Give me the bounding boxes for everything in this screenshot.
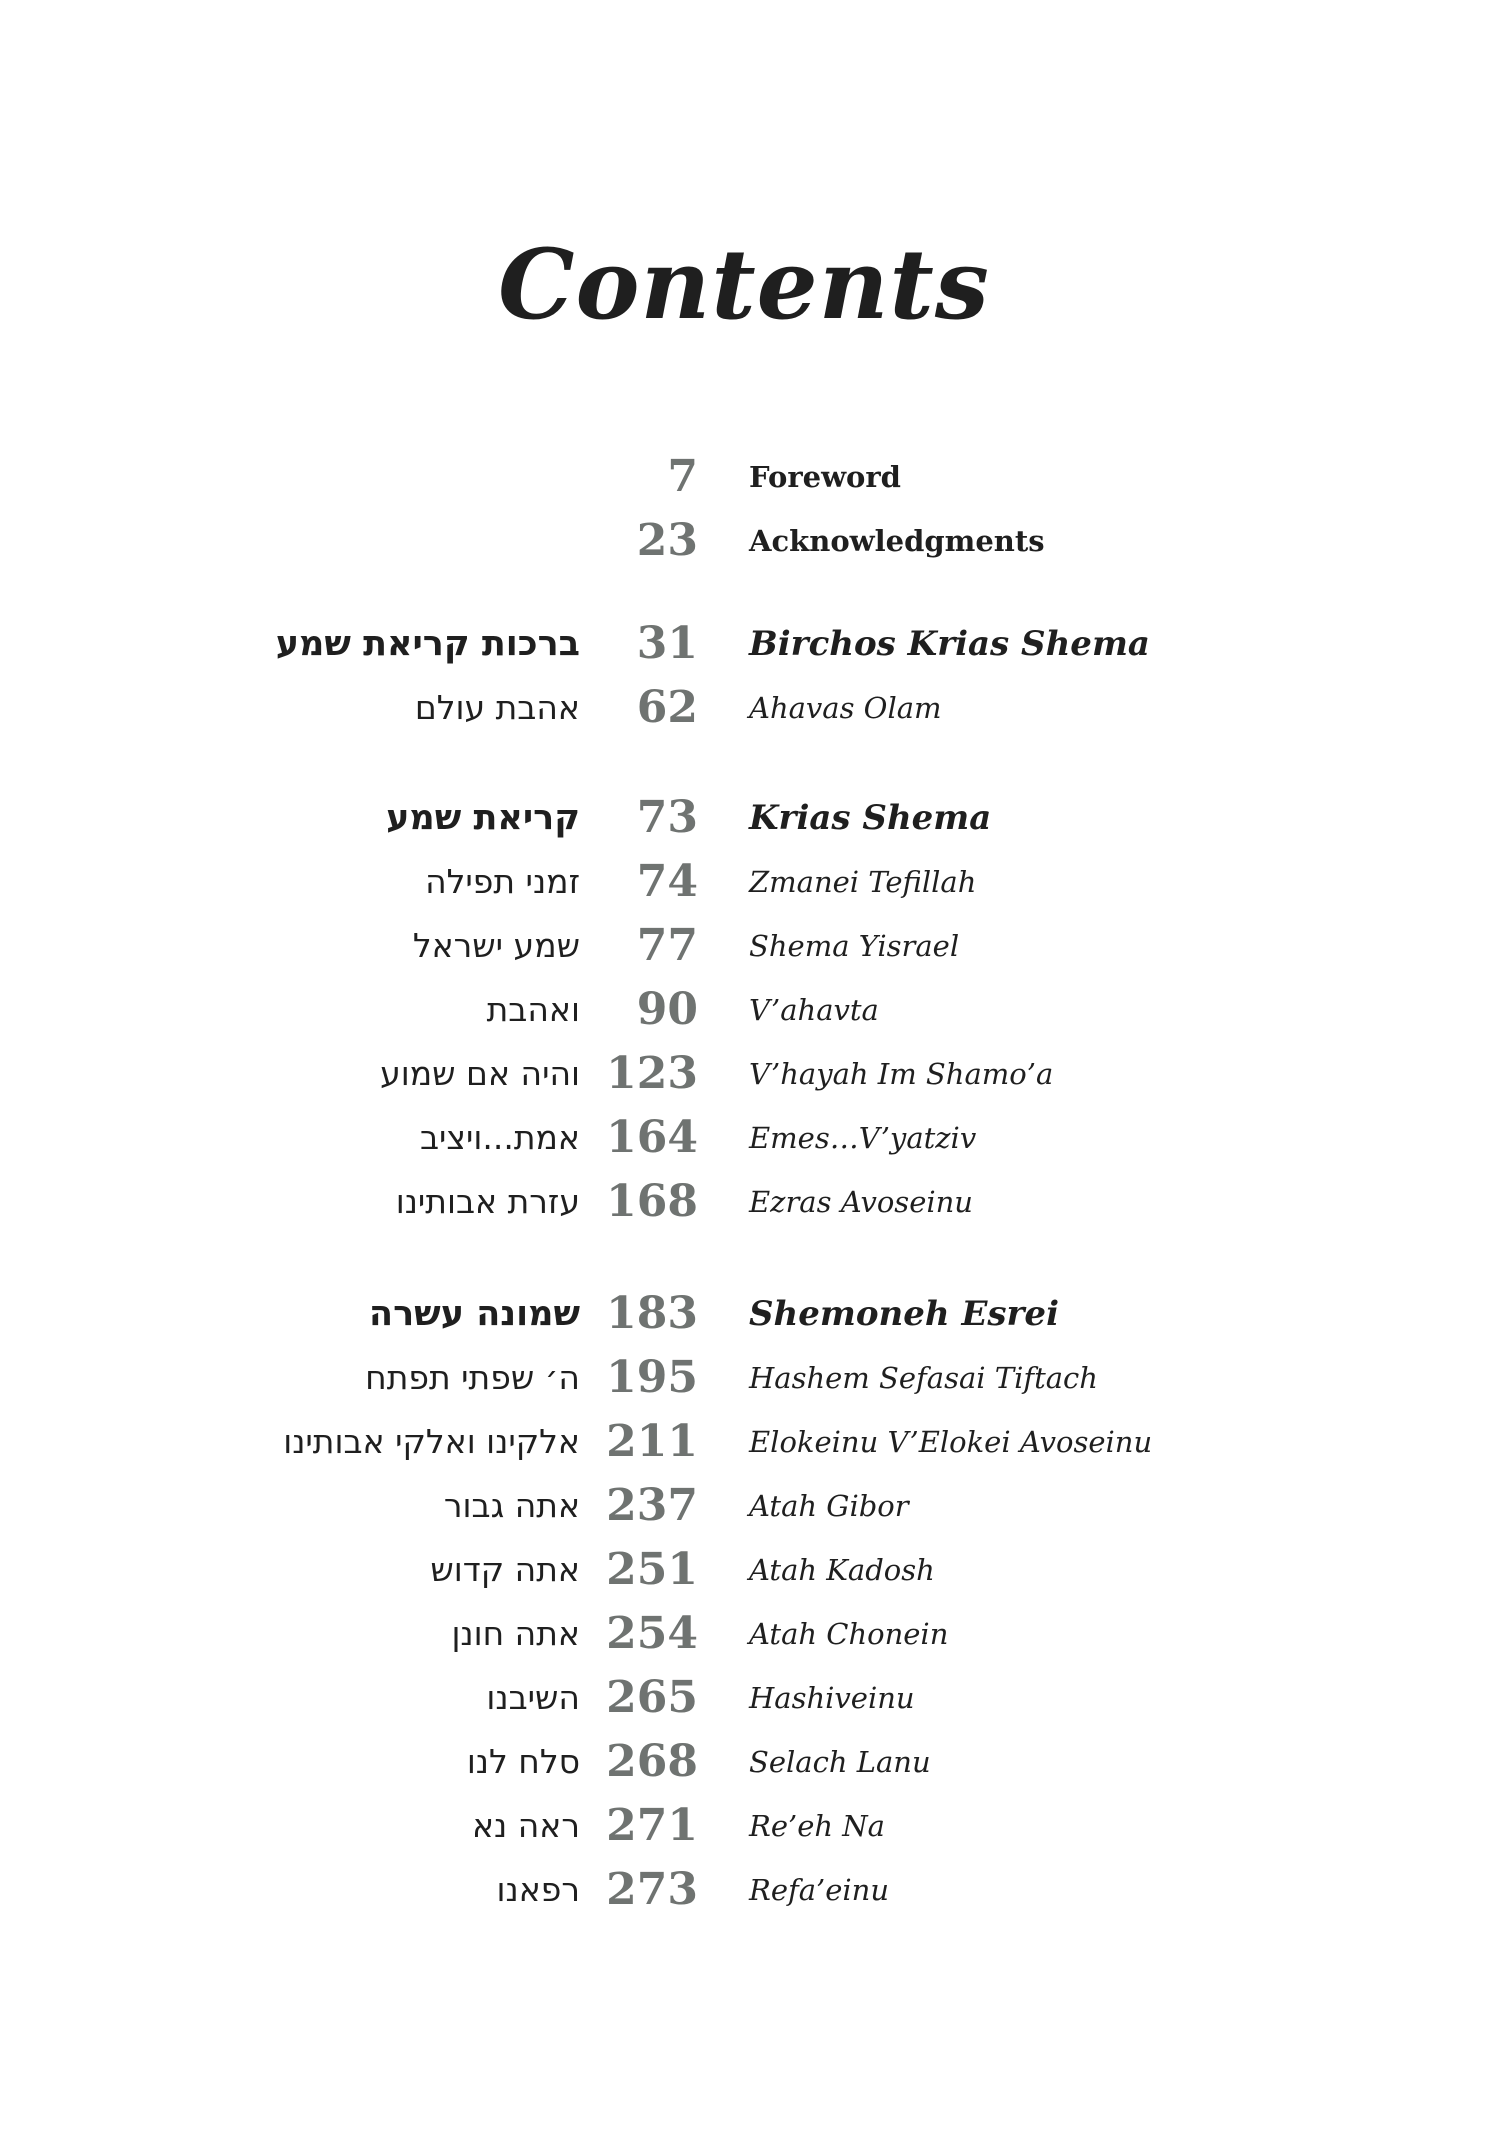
toc-english-title: Ahavas Olam — [749, 691, 942, 725]
toc-page-number: 90 — [636, 984, 698, 1035]
toc-entry — [0, 786, 1500, 850]
toc-english-title: Ezras Avoseinu — [749, 1185, 973, 1219]
toc-page-number: 23 — [636, 515, 698, 566]
toc-page-number: 62 — [636, 682, 698, 733]
toc-entry — [0, 445, 1500, 509]
toc-english-title: V’hayah Im Shamo’a — [749, 1057, 1054, 1091]
toc-english-title: Hashiveinu — [749, 1681, 915, 1715]
toc-page-number: 74 — [636, 856, 698, 907]
toc-hebrew-title: והיה אם שמוע — [380, 1054, 580, 1093]
toc-page-number: 77 — [636, 920, 698, 971]
toc-entry — [0, 1794, 1500, 1858]
toc-english-title: Birchos Krias Shema — [749, 624, 1150, 664]
toc-page-number: 273 — [606, 1864, 698, 1915]
page-title: Contents — [498, 228, 990, 341]
toc-english-title: Selach Lanu — [749, 1745, 931, 1779]
toc-entry — [0, 509, 1500, 573]
toc-english-title: Atah Chonein — [749, 1617, 949, 1651]
toc-hebrew-title: אהבת עולם — [414, 688, 580, 727]
toc-entry — [0, 914, 1500, 978]
toc-page-number: 211 — [606, 1416, 698, 1467]
toc-page-number: 7 — [667, 451, 698, 502]
toc-english-title: Acknowledgments — [749, 524, 1045, 558]
toc-english-title: Shemoneh Esrei — [749, 1294, 1059, 1334]
toc-page-number: 237 — [606, 1480, 698, 1531]
toc-hebrew-title: קריאת שמע — [386, 798, 580, 838]
toc-hebrew-title: רפאנו — [496, 1870, 580, 1909]
toc-hebrew-title: אתה קדוש — [430, 1550, 580, 1589]
toc-page-number: 73 — [636, 792, 698, 843]
toc-hebrew-title: זמני תפילה — [425, 862, 580, 901]
toc-entry — [0, 850, 1500, 914]
toc-entry — [0, 1538, 1500, 1602]
toc-entry — [0, 1602, 1500, 1666]
toc-entry — [0, 1282, 1500, 1346]
toc-page-number: 251 — [606, 1544, 698, 1595]
toc-hebrew-title: אתה גבור — [443, 1486, 580, 1525]
toc-entry — [0, 978, 1500, 1042]
toc-page-number: 265 — [606, 1672, 698, 1723]
toc-hebrew-title: שמונה עשרה — [369, 1294, 580, 1334]
toc-english-title: Foreword — [749, 460, 901, 494]
toc-english-title: Shema Yisrael — [749, 929, 960, 963]
toc-english-title: Krias Shema — [749, 798, 992, 838]
toc-hebrew-title: אתה חונן — [451, 1614, 580, 1653]
toc-entry — [0, 612, 1500, 676]
toc-hebrew-title: ברכות קריאת שמע — [275, 624, 580, 664]
toc-page-number: 123 — [606, 1048, 698, 1099]
toc-hebrew-title: עזרת אבותינו — [395, 1182, 580, 1221]
toc-english-title: V’ahavta — [749, 993, 879, 1027]
toc-hebrew-title: סלח לנו — [466, 1742, 580, 1781]
toc-hebrew-title: אמת...ויציב — [419, 1118, 580, 1157]
toc-english-title: Atah Gibor — [749, 1489, 909, 1523]
toc-english-title: Zmanei Tefillah — [749, 865, 977, 899]
toc-page-number: 254 — [606, 1608, 698, 1659]
toc-page-number: 195 — [606, 1352, 698, 1403]
toc-entry — [0, 1410, 1500, 1474]
toc-entry — [0, 1346, 1500, 1410]
toc-hebrew-title: ה׳ שפתי תפתח — [365, 1358, 580, 1397]
toc-entry — [0, 1170, 1500, 1234]
toc-hebrew-title: ואהבת — [486, 990, 580, 1029]
toc-hebrew-title: אלקינו ואלקי אבותינו — [283, 1422, 580, 1461]
toc-entry — [0, 1042, 1500, 1106]
toc-english-title: Atah Kadosh — [749, 1553, 935, 1587]
toc-english-title: Refa’einu — [749, 1873, 890, 1907]
toc-english-title: Hashem Sefasai Tiftach — [749, 1361, 1098, 1395]
toc-page-number: 183 — [606, 1288, 698, 1339]
toc-page-number: 168 — [606, 1176, 698, 1227]
toc-hebrew-title: השיבנו — [486, 1678, 580, 1717]
toc-english-title: Elokeinu V’Elokei Avoseinu — [749, 1425, 1153, 1459]
toc-page-number: 164 — [606, 1112, 698, 1163]
toc-english-title: Re’eh Na — [749, 1809, 885, 1843]
toc-entry — [0, 1730, 1500, 1794]
toc-page-number: 271 — [606, 1800, 698, 1851]
toc-english-title: Emes…V’yatziv — [749, 1121, 977, 1155]
toc-entry — [0, 676, 1500, 740]
toc-hebrew-title: ראה נא — [471, 1806, 580, 1845]
toc-entry — [0, 1666, 1500, 1730]
toc-page-number: 31 — [636, 618, 698, 669]
toc-entry — [0, 1474, 1500, 1538]
toc-entry — [0, 1106, 1500, 1170]
toc-hebrew-title: שמע ישראל — [412, 926, 580, 965]
toc-page-number: 268 — [606, 1736, 698, 1787]
toc-entry — [0, 1858, 1500, 1922]
